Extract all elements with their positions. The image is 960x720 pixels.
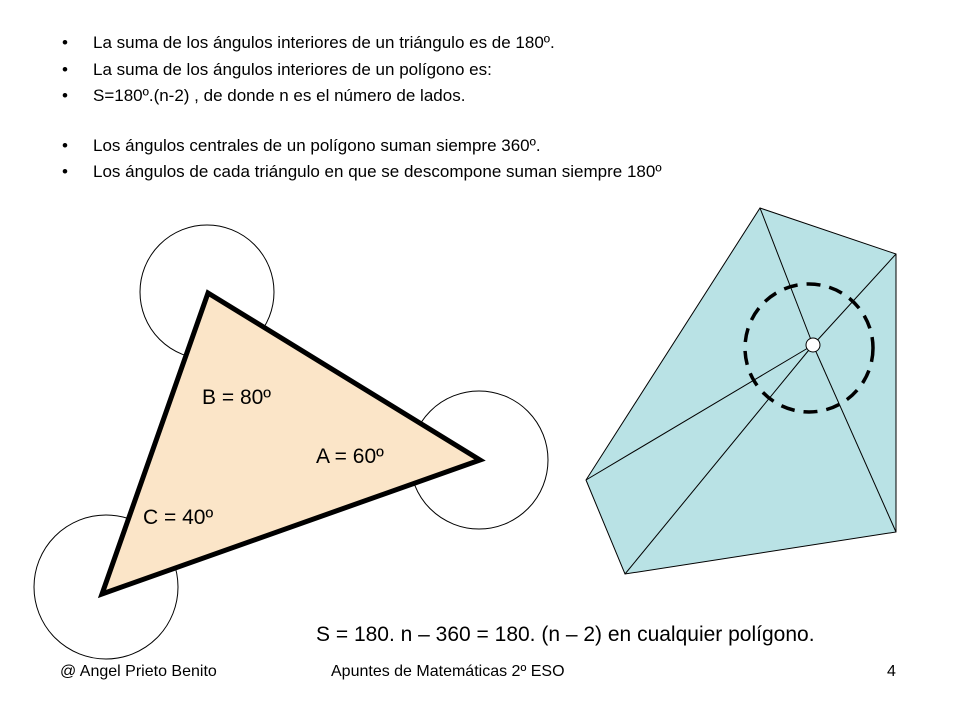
formula-text: S = 180. n – 360 = 180. (n – 2) en cualquier polígono. [316, 623, 815, 646]
bullet-mark: • [62, 162, 68, 181]
angle-label-a: A = 60º [316, 445, 384, 468]
bullet-mark: • [62, 59, 68, 79]
page-number: 4 [887, 663, 896, 680]
bullet-text: S=180º.(n-2) , de donde n es el número de lados. [93, 86, 466, 105]
bullet-mark: • [62, 135, 68, 155]
bullet-mark: • [62, 86, 68, 105]
angle-label-c: C = 40º [143, 506, 214, 529]
center-point [806, 338, 820, 352]
bullet-text: La suma de los ángulos interiores de un triángulo es de 180º. [93, 33, 555, 52]
bullet-text: Los ángulos centrales de un polígono suman siempre 360º. [93, 135, 541, 155]
polygon-shape [586, 208, 896, 574]
angle-label-b: B = 80º [202, 386, 271, 409]
bullet-text: La suma de los ángulos interiores de un polígono es: [93, 59, 492, 79]
footer-author: @ Angel Prieto Benito [60, 663, 217, 680]
footer-course: Apuntes de Matemáticas 2º ESO [331, 663, 565, 680]
bullet-text: Los ángulos de cada triángulo en que se descompone suman siempre 180º [93, 162, 662, 181]
bullet-mark: • [62, 33, 68, 52]
